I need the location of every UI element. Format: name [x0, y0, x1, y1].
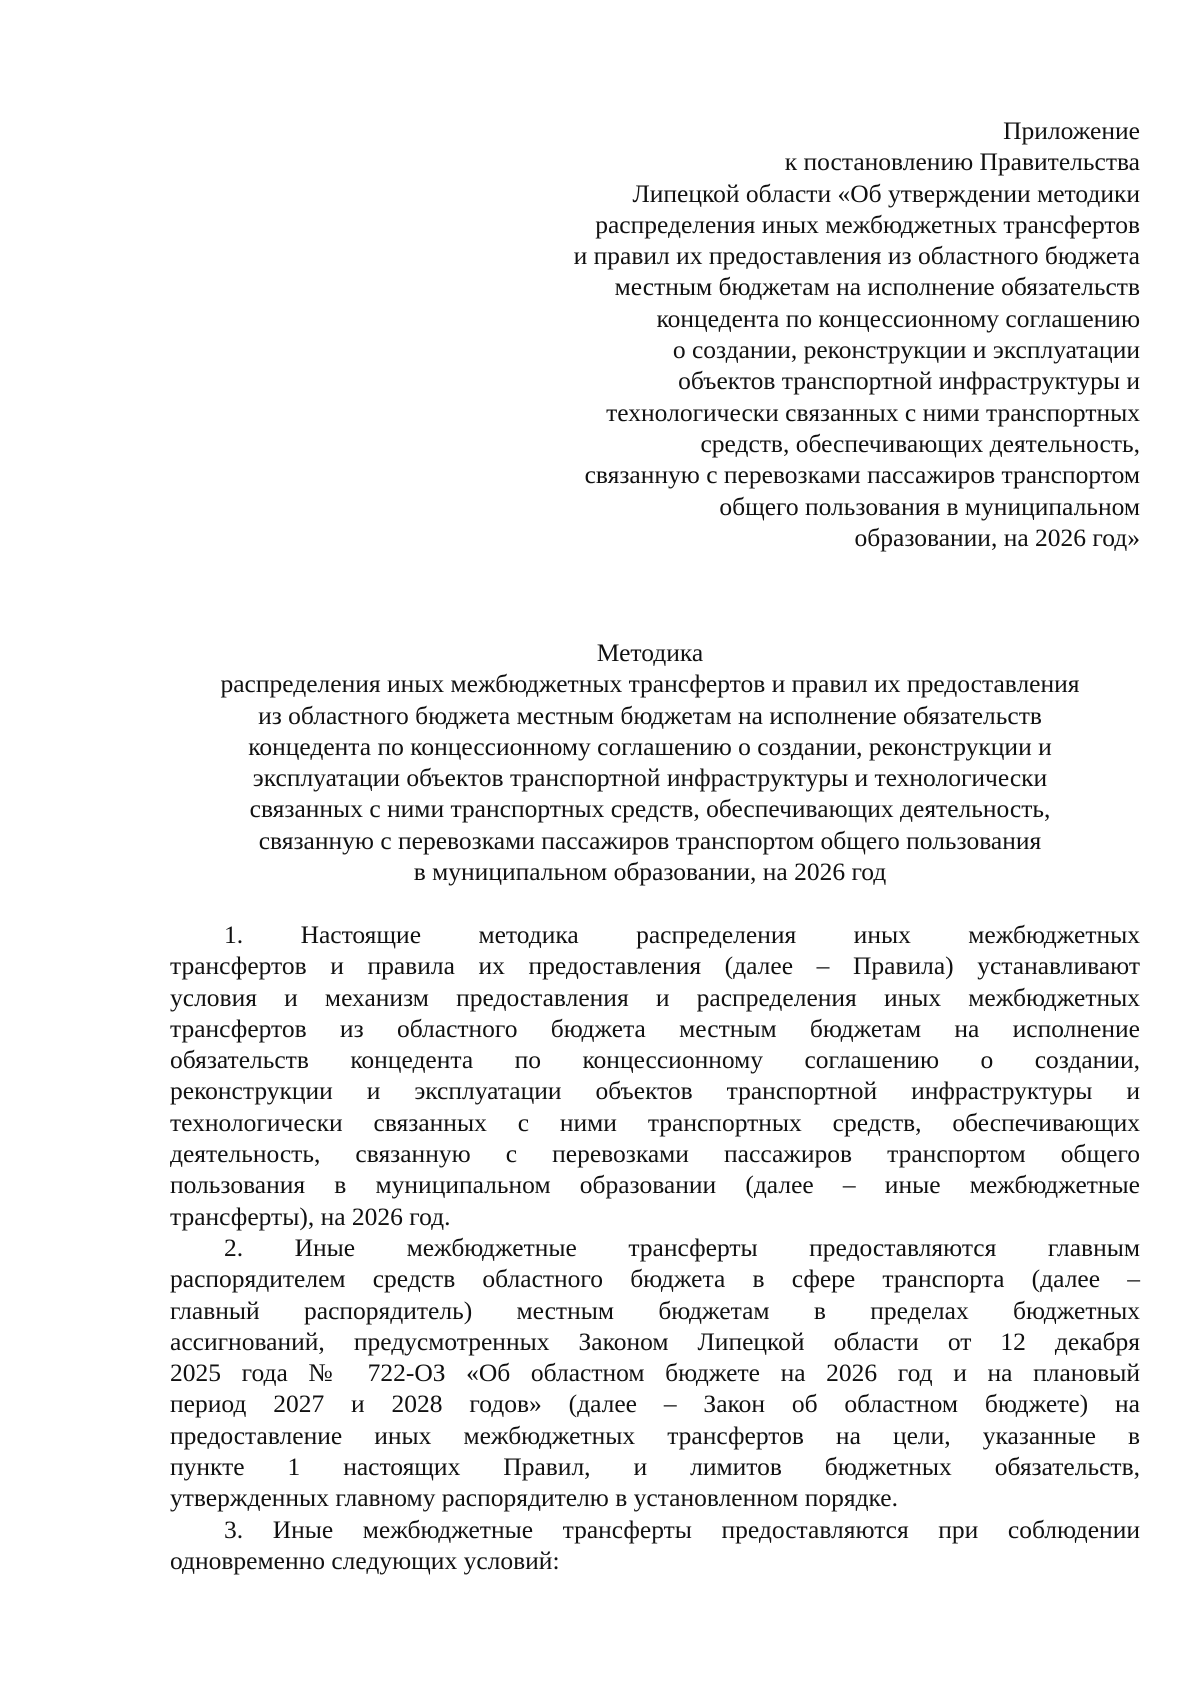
paragraph-line: предоставление иных межбюджетных трансфертов на цели, указанные в: [170, 1420, 1140, 1450]
paragraph-line: обязательств концедента по концессионному соглашению о создании,: [170, 1045, 1140, 1075]
paragraph-line: 2. Иные межбюджетные трансферты предоставляются главным: [224, 1232, 1140, 1262]
paragraph-line: главный распорядитель) местным бюджетам в пределах бюджетных: [170, 1295, 1140, 1325]
title-line: Методика: [596, 638, 704, 667]
title-line: из областного бюджета местным бюджетам на исполнение обязательств: [258, 700, 1042, 730]
title-line: концедента по концессионному соглашению о создании, реконструкции и: [248, 731, 1052, 761]
appendix-line: к постановлению Правительства: [784, 147, 1140, 177]
paragraph-3: [170, 1514, 1140, 1577]
paragraph-line: 3. Иные межбюджетные трансферты предоставляются при соблюдении: [224, 1514, 1140, 1544]
title-line: распределения иных межбюджетных трансфертов и правил их предоставления: [220, 669, 1080, 699]
paragraph-line: реконструкции и эксплуатации объектов транспортной инфраструктуры и: [170, 1076, 1140, 1106]
appendix-line: и правил их предоставления из областного бюджета: [573, 241, 1140, 271]
appendix-line: Приложение: [1003, 116, 1140, 145]
document-title: [170, 637, 1130, 887]
paragraph-line: 2025 года № 722-ОЗ «Об областном бюджете на 2026 год и на плановый: [170, 1358, 1140, 1388]
paragraph-2: [170, 1232, 1140, 1514]
paragraph-line: пользования в муниципальном образовании (далее – иные межбюджетные: [170, 1170, 1140, 1200]
appendix-line: связанную с перевозками пассажиров транспортом: [584, 460, 1140, 490]
paragraph-line: 1. Настоящие методика распределения иных межбюджетных: [224, 920, 1140, 949]
paragraph-line: распорядителем средств областного бюджета в сфере транспорта (далее –: [170, 1264, 1140, 1294]
title-line: связанных с ними транспортных средств, обеспечивающих деятельность,: [249, 794, 1051, 824]
appendix-line: общего пользования в муниципальном: [719, 491, 1140, 521]
paragraph-line: период 2027 и 2028 годов» (далее – Закон об областном бюджете) на: [170, 1389, 1140, 1419]
paragraph-line: условия и механизм предоставления и распределения иных межбюджетных: [170, 982, 1140, 1012]
paragraph-line: трансфертов из областного бюджета местным бюджетам на исполнение: [170, 1013, 1140, 1043]
paragraph-line: ассигнований, предусмотренных Законом Липецкой области от 12 декабря: [170, 1326, 1140, 1356]
appendix-line: распределения иных межбюджетных трансфертов: [595, 209, 1140, 239]
title-line: связанную с перевозками пассажиров транспортом общего пользования: [258, 825, 1042, 855]
paragraph-line: технологически связанных с ними транспортных средств, обеспечивающих: [170, 1107, 1140, 1137]
appendix-line: технологически связанных с ними транспортных: [606, 397, 1140, 427]
paragraph-line: трансферты), на 2026 год.: [170, 1201, 451, 1231]
appendix-line: о создании, реконструкции и эксплуатации: [672, 335, 1140, 365]
paragraph-line: пункте 1 настоящих Правил, и лимитов бюджетных обязательств,: [170, 1452, 1140, 1482]
appendix-line: средств, обеспечивающих деятельность,: [700, 428, 1140, 458]
paragraph-1: [170, 919, 1140, 1232]
paragraph-line: деятельность, связанную с перевозками пассажиров транспортом общего: [170, 1139, 1140, 1169]
title-line: эксплуатации объектов транспортной инфраструктуры и технологически: [252, 763, 1048, 793]
appendix-line: объектов транспортной инфраструктуры и: [678, 366, 1140, 396]
paragraph-line: трансфертов и правила их предоставления (далее – Правила) устанавливают: [170, 951, 1140, 981]
appendix-line: концедента по концессионному соглашению: [656, 303, 1140, 333]
title-line: в муниципальном образовании, на 2026 год: [413, 857, 887, 887]
appendix-line: местным бюджетам на исполнение обязательств: [614, 272, 1140, 302]
appendix-line: образовании, на 2026 год»: [854, 522, 1140, 552]
document-body: [170, 919, 1140, 1576]
paragraph-line: одновременно следующих условий:: [170, 1545, 560, 1575]
appendix-header: [480, 115, 1140, 553]
appendix-line: Липецкой области «Об утверждении методики: [632, 178, 1140, 208]
paragraph-line: утвержденных главному распорядителю в установленном порядке.: [170, 1483, 898, 1513]
